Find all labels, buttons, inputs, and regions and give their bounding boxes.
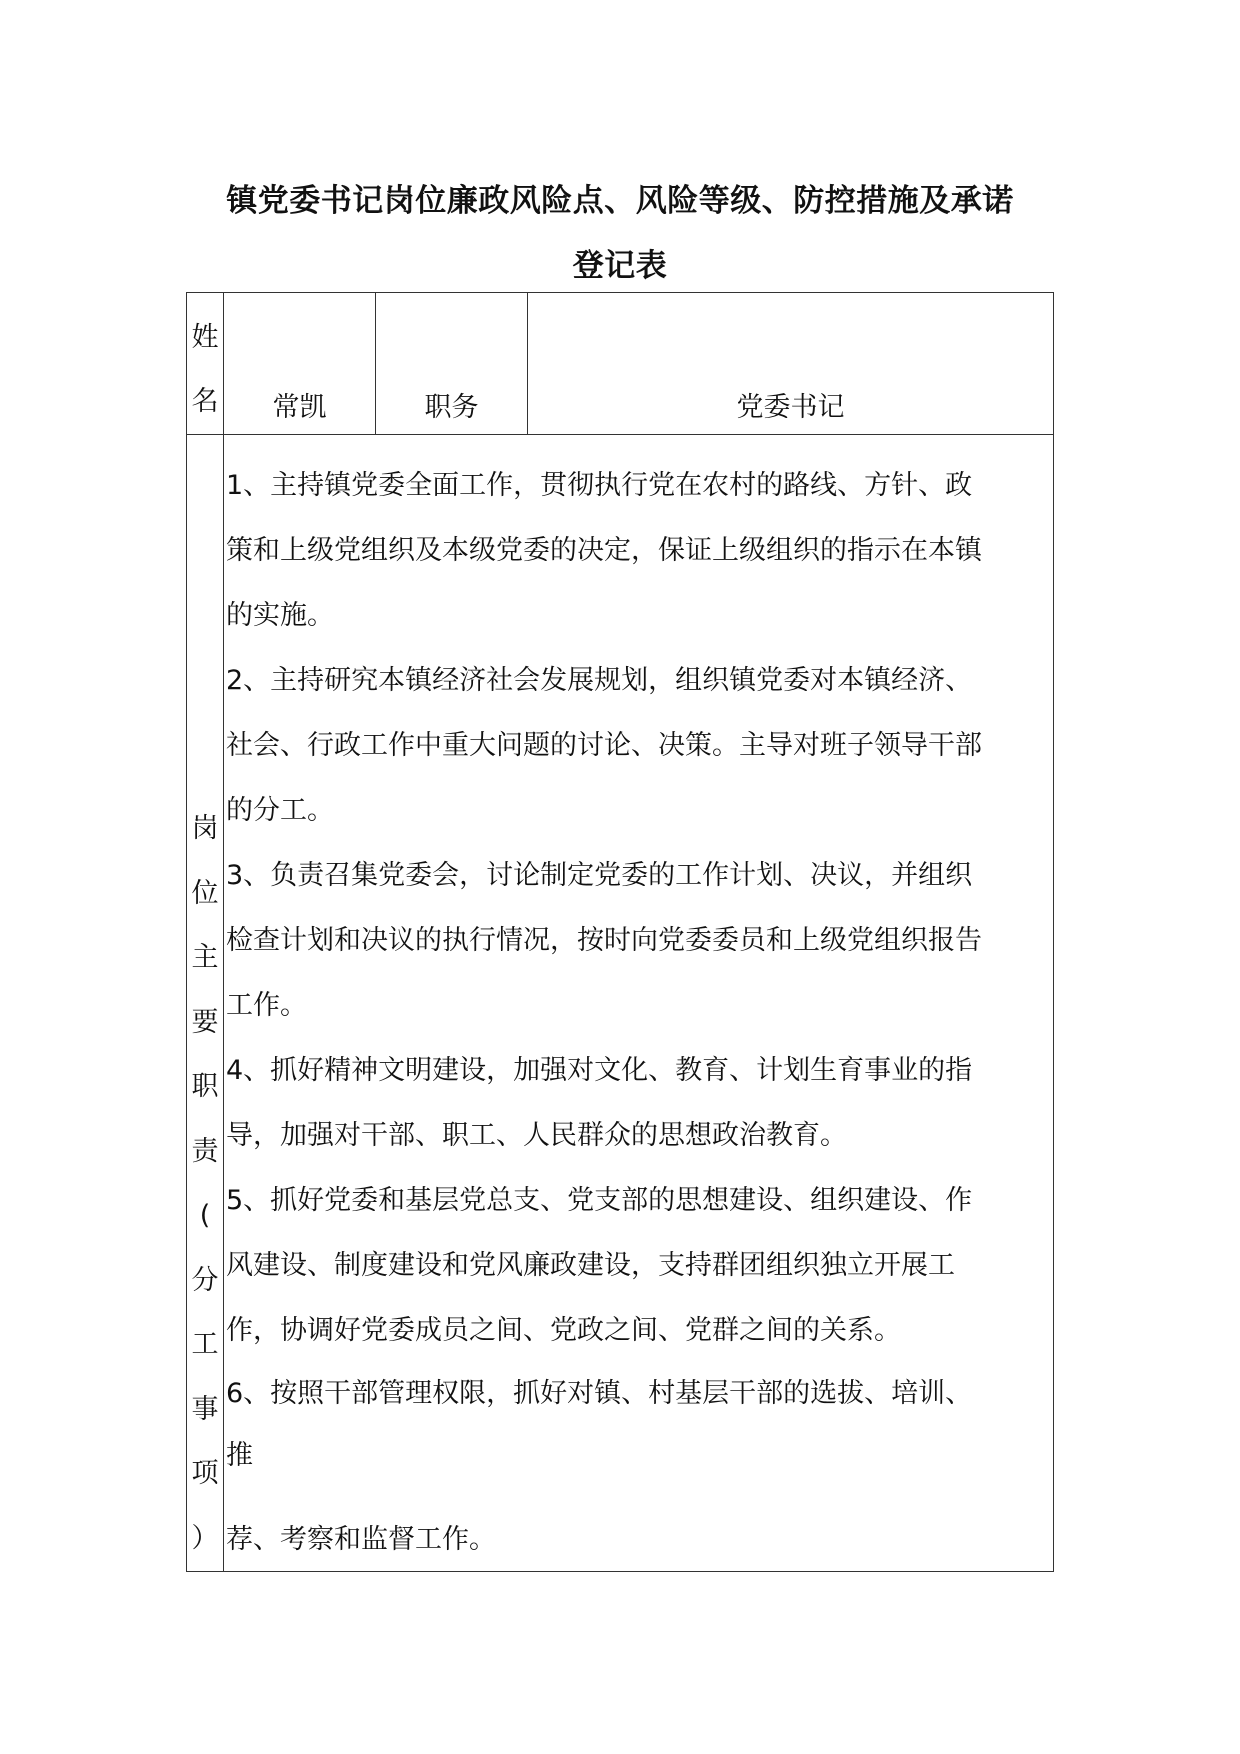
duty-line: 社会、行政工作中重大问题的讨论、决策。主导对班子领导干部 <box>226 730 982 761</box>
duty-line: 作，协调好党委成员之间、党政之间、党群之间的关系。 <box>226 1315 901 1346</box>
duties-label-char: 工 <box>191 1329 219 1360</box>
duty-line: 5、抓好党委和基层党总支、党支部的思想建设、组织建设、作 <box>226 1185 973 1216</box>
duties-row <box>187 435 1054 1572</box>
duty-line: 的实施。 <box>226 600 334 631</box>
duty-line: 导，加强对干部、职工、人民群众的思想政治教育。 <box>226 1120 847 1151</box>
document-title-line1: 镇党委书记岗位廉政风险点、风险等级、防控措施及承诺 <box>226 183 1014 219</box>
duty-line: 推 <box>226 1440 253 1471</box>
name-label-char: 名 <box>191 386 219 417</box>
duties-label-char: 职 <box>191 1071 219 1102</box>
position-value: 党委书记 <box>736 392 845 423</box>
duties-label-char: 位 <box>191 877 219 909</box>
duty-line: 策和上级党组织及本级党委的决定，保证上级组织的指示在本镇 <box>226 535 982 566</box>
duties-content-cell <box>224 435 1054 1572</box>
duty-line: 的分工。 <box>226 795 334 826</box>
name-value-cell <box>224 293 376 435</box>
position-value-cell <box>528 293 1054 435</box>
duty-line: 3、负责召集党委会，讨论制定党委的工作计划、决议，并组织 <box>226 860 973 891</box>
duties-label-char: 责 <box>191 1135 219 1167</box>
duty-line: 2、主持研究本镇经济社会发展规划，组织镇党委对本镇经济、 <box>226 665 973 696</box>
duty-line: 1、主持镇党委全面工作，贯彻执行党在农村的路线、方针、政 <box>226 470 973 501</box>
header-row <box>187 293 1054 435</box>
duties-label-char: 分 <box>191 1264 219 1296</box>
duty-line: 工作。 <box>226 990 307 1021</box>
duties-label-cell <box>187 435 224 1572</box>
name-label-cell <box>187 293 224 435</box>
duties-label-char: 项 <box>191 1458 219 1489</box>
duty-line: 检查计划和决议的执行情况，按时向党委委员和上级党组织报告 <box>226 925 982 956</box>
duties-label-char: 主 <box>191 942 219 973</box>
name-value: 常凯 <box>272 392 327 423</box>
duties-label-char: ( <box>199 1200 211 1231</box>
position-label-cell <box>376 293 528 435</box>
name-label-char: 姓 <box>191 322 219 353</box>
document-title-line2: 登记表 <box>572 248 668 284</box>
duties-label-char: 事 <box>191 1393 219 1425</box>
duties-label-char: 岗 <box>191 813 219 844</box>
duty-line: 6、按照干部管理权限，抓好对镇、村基层干部的选拔、培训、 <box>226 1378 973 1409</box>
position-label: 职务 <box>424 392 479 423</box>
duty-line: 风建设、制度建设和党风廉政建设，支持群团组织独立开展工 <box>226 1250 955 1281</box>
duties-label-char: 要 <box>191 1006 219 1038</box>
duty-line: 4、抓好精神文明建设，加强对文化、教育、计划生育事业的指 <box>226 1055 973 1086</box>
duties-label-char: ） <box>191 1522 219 1554</box>
registration-table <box>186 292 1054 1572</box>
duty-line: 荐、考察和监督工作。 <box>226 1524 496 1555</box>
